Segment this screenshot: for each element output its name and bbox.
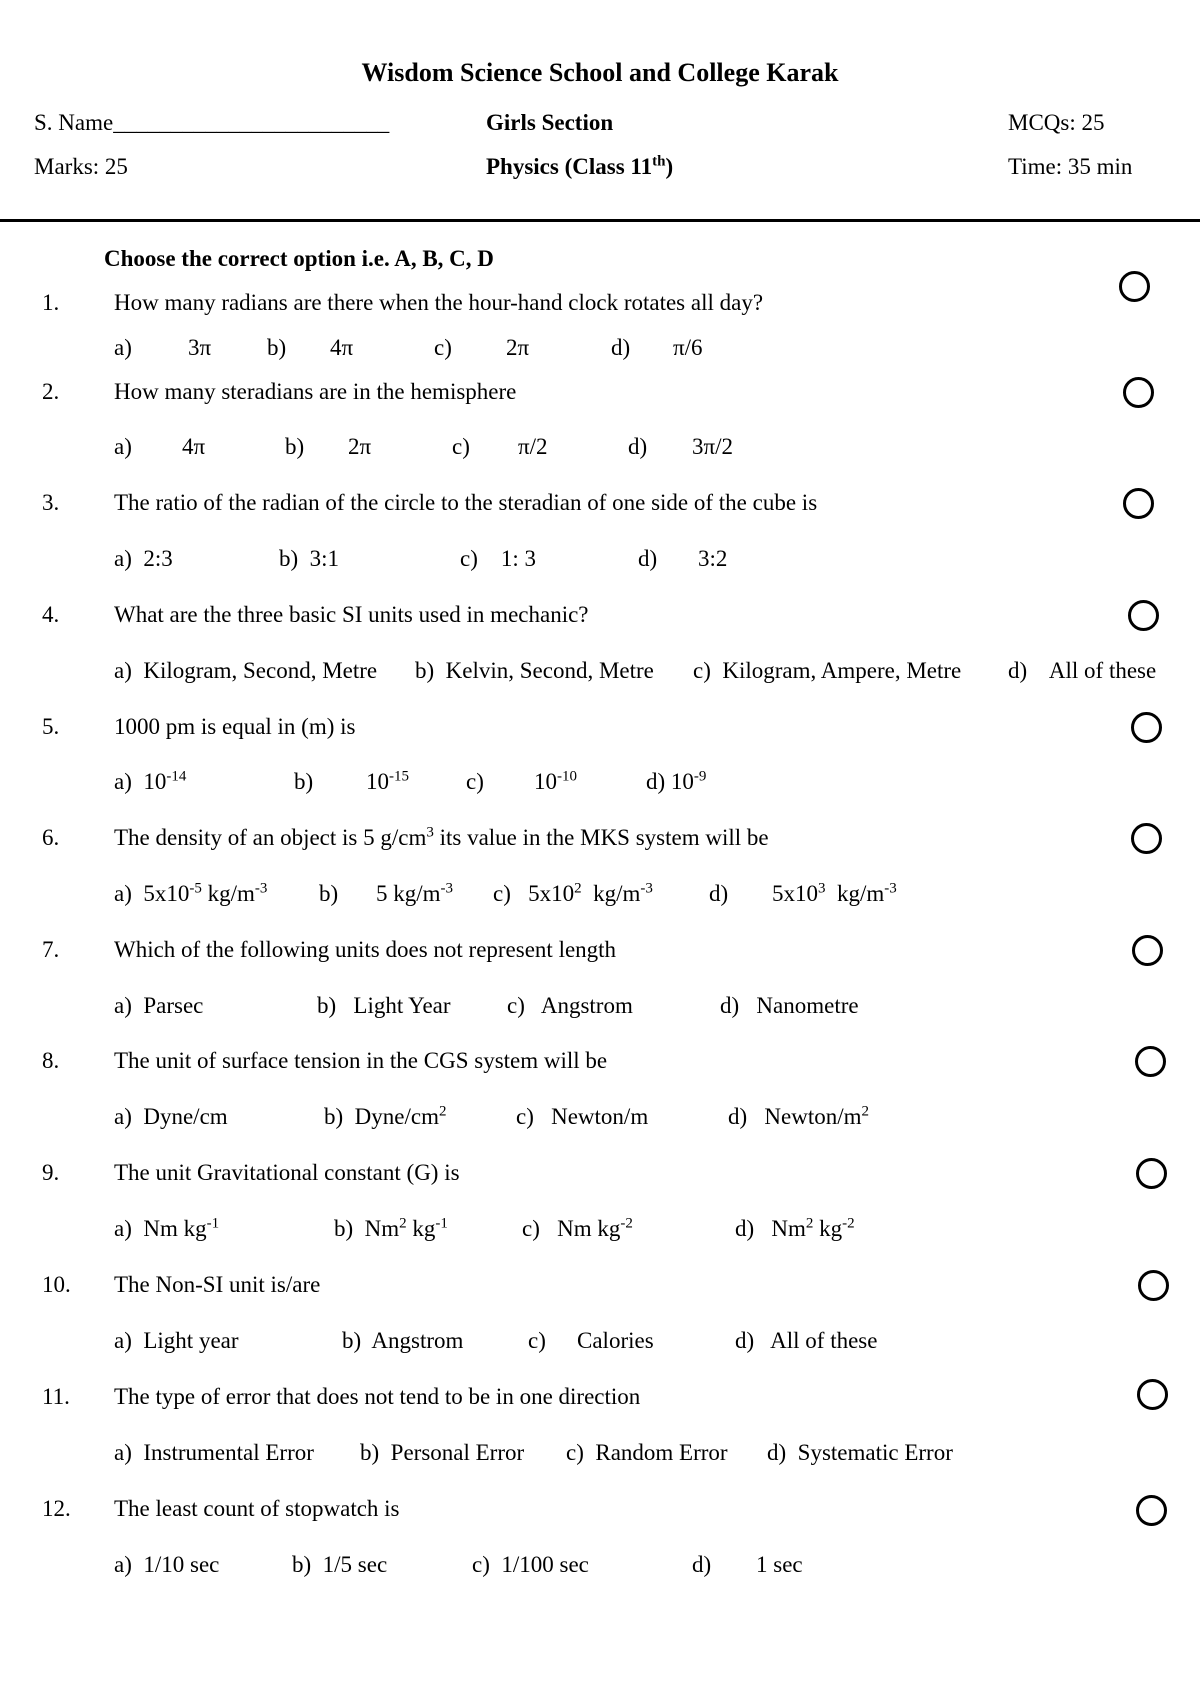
option-b: b) Angstrom	[342, 1328, 464, 1353]
option-label: d)	[638, 546, 658, 571]
option-text: d) Nm	[735, 1216, 806, 1241]
option-c	[522, 1216, 633, 1242]
option-value: 1 sec	[756, 1552, 803, 1577]
question-text	[114, 825, 769, 851]
option-text: a) Nm kg	[114, 1216, 207, 1241]
option-b: b) Personal Error	[360, 1440, 525, 1465]
option-a	[114, 769, 186, 795]
option-text: a) 5x10	[114, 881, 190, 906]
option-value: 2π	[348, 434, 372, 459]
option-a: a) Instrumental Error	[114, 1440, 314, 1465]
answer-bubble[interactable]	[1135, 1046, 1166, 1077]
mcqs-count: MCQs: 25	[1008, 110, 1105, 135]
subject-label	[486, 154, 673, 180]
option-text: 5 kg/m	[376, 881, 441, 906]
exponent: 2	[399, 1215, 407, 1232]
option-b	[324, 1104, 446, 1130]
question-text: The least count of stopwatch is	[114, 1496, 400, 1521]
option-text: kg/m	[201, 881, 255, 906]
exponent: -14	[166, 768, 187, 785]
marks-label: Marks: 25	[34, 154, 128, 179]
option-value: π/6	[673, 335, 703, 360]
option-text: kg/m	[581, 881, 641, 906]
question-text-part: its value in the MKS system will be	[433, 825, 769, 850]
option-d: d) Systematic Error	[767, 1440, 953, 1465]
answer-bubble[interactable]	[1123, 488, 1154, 519]
option-a: a) 1/10 sec	[114, 1552, 220, 1577]
option-c: c) Angstrom	[507, 993, 633, 1018]
question-number: 5.	[42, 714, 60, 739]
subject-superscript: th	[652, 153, 666, 170]
question-text: The unit Gravitational constant (G) is	[114, 1160, 460, 1185]
option-label: c)	[434, 335, 452, 360]
option-text: 10	[534, 769, 557, 794]
answer-bubble[interactable]	[1119, 271, 1150, 302]
option-value: 4π	[182, 434, 206, 459]
question-text: What are the three basic SI units used in mechanic?	[114, 602, 589, 627]
option-c	[493, 881, 653, 907]
option-b: b) Kelvin, Second, Metre	[415, 658, 654, 683]
option-a	[114, 1216, 219, 1242]
question-number: 1.	[42, 290, 60, 315]
exponent: -5	[189, 880, 202, 897]
question-text: How many radians are there when the hour-hand clock rotates all day?	[114, 290, 764, 315]
question-number: 10.	[42, 1272, 71, 1297]
question-text-part: The density of an object is 5 g/cm	[114, 825, 427, 850]
question-text: The ratio of the radian of the circle to the steradian of one side of the cube is	[114, 490, 818, 515]
subject-text: Physics (Class 11	[486, 154, 653, 179]
option-b: b) Light Year	[317, 993, 451, 1018]
answer-bubble[interactable]	[1136, 1158, 1167, 1189]
question-number: 6.	[42, 825, 60, 850]
option-text: d) Newton/m	[728, 1104, 862, 1129]
question-text: The Non-SI unit is/are	[114, 1272, 321, 1297]
exponent: -1	[206, 1215, 220, 1232]
exponent: -2	[842, 1215, 855, 1232]
exponent: -9	[693, 768, 707, 785]
option-text: c) 5x10	[493, 881, 575, 906]
option-text: 5x10	[772, 881, 818, 906]
option-label: c)	[528, 1328, 546, 1353]
question-number: 7.	[42, 937, 60, 962]
answer-bubble[interactable]	[1137, 1379, 1168, 1410]
option-value: 2π	[506, 335, 530, 360]
answer-bubble[interactable]	[1123, 377, 1154, 408]
option-text: d) 10	[646, 769, 694, 794]
school-title: Wisdom Science School and College Karak	[361, 58, 839, 87]
exponent: -2	[620, 1215, 633, 1232]
option-label: d)	[628, 434, 648, 459]
subject-close: )	[665, 154, 674, 179]
exponent: 2	[805, 1215, 814, 1232]
option-text: b) Nm	[334, 1216, 400, 1241]
option-label: b)	[319, 881, 339, 906]
option-label: d)	[611, 335, 631, 360]
option-label: b)	[294, 769, 314, 794]
option-a: a) Kilogram, Second, Metre	[114, 658, 378, 683]
question-number: 8.	[42, 1048, 60, 1073]
exponent: 2	[438, 1103, 447, 1120]
option-a	[114, 881, 267, 907]
time-label: Time: 35 min	[1008, 154, 1133, 179]
option-c: c) Kilogram, Ampere, Metre	[693, 658, 962, 683]
question-text: The unit of surface tension in the CGS system will be	[114, 1048, 608, 1073]
exponent: -3	[640, 880, 653, 897]
option-a: a) 2:3	[114, 546, 173, 571]
exponent: -10	[557, 768, 577, 785]
option-c: c) 1/100 sec	[472, 1552, 589, 1577]
option-label: d)	[692, 1552, 712, 1577]
student-name-field[interactable]: S. Name________________________	[34, 110, 390, 135]
question-text: Which of the following units does not represent length	[114, 937, 617, 962]
option-value: Calories	[577, 1328, 654, 1353]
option-value	[376, 881, 453, 907]
exponent: 3	[426, 824, 434, 841]
option-b	[334, 1216, 448, 1242]
answer-bubble[interactable]	[1131, 823, 1162, 854]
option-value: π/2	[518, 434, 548, 459]
question-number: 12.	[42, 1496, 71, 1521]
option-label: b)	[267, 335, 287, 360]
section-label: Girls Section	[486, 110, 614, 135]
question-text: The type of error that does not tend to be in one direction	[114, 1384, 641, 1409]
option-b: b) 1/5 sec	[292, 1552, 388, 1577]
question-number: 3.	[42, 490, 60, 515]
exponent: -3	[884, 880, 897, 897]
option-value: 4π	[330, 335, 354, 360]
exponent: 3	[818, 880, 826, 897]
answer-bubble[interactable]	[1136, 1495, 1167, 1526]
option-text: kg	[813, 1216, 843, 1241]
answer-bubble[interactable]	[1131, 712, 1162, 743]
option-d	[728, 1104, 869, 1130]
option-label: c)	[452, 434, 470, 459]
option-value	[534, 769, 577, 795]
question-text: 1000 pm is equal in (m) is	[114, 714, 356, 739]
option-a: a) Dyne/cm	[114, 1104, 228, 1129]
option-d: d) All of these	[735, 1328, 878, 1353]
exponent: -3	[254, 880, 268, 897]
option-value	[772, 881, 897, 907]
instructions: Choose the correct option i.e. A, B, C, D	[104, 246, 494, 271]
option-value	[366, 769, 409, 795]
option-text: a) 10	[114, 769, 167, 794]
option-value: 3π	[188, 335, 212, 360]
answer-bubble[interactable]	[1132, 935, 1163, 966]
question-number: 4.	[42, 602, 60, 627]
option-label: c)	[466, 769, 484, 794]
option-d: d) All of these	[1008, 658, 1157, 683]
option-label: a)	[114, 335, 132, 360]
header-divider	[0, 219, 1200, 222]
option-label: d)	[709, 881, 729, 906]
option-label: b)	[285, 434, 305, 459]
question-number: 2.	[42, 379, 60, 404]
option-text: kg/m	[825, 881, 885, 906]
option-b: b) 3:1	[279, 546, 340, 571]
exponent: -3	[440, 880, 454, 897]
option-d	[735, 1216, 855, 1242]
answer-bubble[interactable]	[1128, 600, 1159, 631]
option-value: 3:2	[698, 546, 728, 571]
option-text: c) Nm kg	[522, 1216, 621, 1241]
option-d: d) Nanometre	[720, 993, 859, 1018]
option-text: 10	[366, 769, 389, 794]
option-text: kg	[406, 1216, 436, 1241]
option-c: c) Random Error	[566, 1440, 728, 1465]
option-c: c) 1: 3	[460, 546, 537, 571]
option-a: a) Parsec	[114, 993, 204, 1018]
exponent: -15	[389, 768, 409, 785]
option-c: c) Newton/m	[516, 1104, 649, 1129]
option-d	[646, 769, 706, 795]
question-number: 9.	[42, 1160, 60, 1185]
question-number: 11.	[42, 1384, 70, 1409]
option-text: b) Dyne/cm	[324, 1104, 439, 1129]
answer-bubble[interactable]	[1138, 1270, 1169, 1301]
exponent: -1	[435, 1215, 448, 1232]
exponent: 2	[861, 1103, 870, 1120]
option-label: a)	[114, 434, 132, 459]
option-value: 3π/2	[692, 434, 734, 459]
exponent: 2	[574, 880, 582, 897]
question-text: How many steradians are in the hemisphere	[114, 379, 517, 404]
option-a: a) Light year	[114, 1328, 239, 1353]
